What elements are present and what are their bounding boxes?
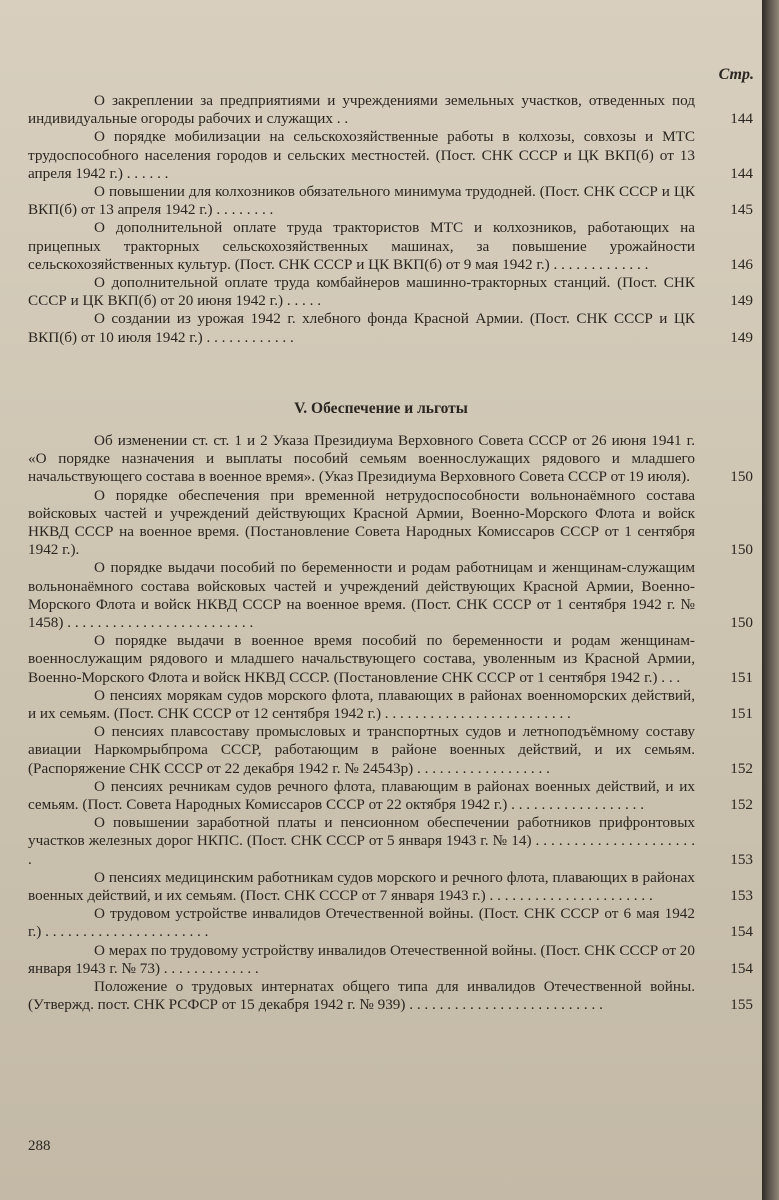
contents-entry xyxy=(28,632,753,687)
contents-entry xyxy=(28,869,753,905)
entry-page-number: 154 xyxy=(730,959,753,977)
entry-title: О порядке мобилизации на сельскохозяйственные работы в колхозы, совхозы и МТС трудоспособного населения городов и сельских местностей. (Пост. СНК СССР и ЦК ВКП(б) от 13 апреля 1942 г.) . . . . . . xyxy=(28,128,695,182)
entry-title: О создании из урожая 1942 г. хлебного фонда Красной Армии. (Пост. СНК СССР и ЦК ВКП(б) от 10 июля 1942 г.) . . . . . . . . . . . . xyxy=(28,310,695,346)
entry-page-number: 144 xyxy=(730,164,753,182)
contents-entry xyxy=(28,128,753,183)
book-gutter-shadow xyxy=(762,0,779,1200)
contents-entry xyxy=(28,92,753,128)
entry-title: Об изменении ст. ст. 1 и 2 Указа Президиума Верховного Совета СССР от 26 июня 1941 г. «О порядке назначения и выплаты пособий семьям военнослужащих рядового и младшего начальствующего состава в военное время». (Указ Президиума Верховного Совета СССР от 19 июля). xyxy=(28,432,695,486)
entry-title: О повышении заработной платы и пенсионном обеспечении работников прифронтовых участков железных дорог НКПС. (Пост. СНК СССР от 5 января 1943 г. № 14) . . . . . . . . . . . . . . . . . . . . . . xyxy=(28,814,695,868)
page-column-header: Стр. xyxy=(718,66,754,83)
entry-page-number: 151 xyxy=(730,668,753,686)
entry-page-number: 152 xyxy=(730,759,753,777)
entry-page-number: 153 xyxy=(730,887,753,905)
contents-entry xyxy=(28,723,753,778)
entry-title: О порядке выдачи пособий по беременности и родам работницам и женщинам-служащим вольнонаёмного состава войсковых частей и учреждений действующих Красной Армии, Военно-Морского Флота и войск НКВД СССР на военное время. (Пост. СНК СССР от 1 сентября 1942 г. № 1458) . . . . . . . . . . . . . . . . . . . . . . . . . xyxy=(28,559,695,632)
entry-page-number: 152 xyxy=(730,796,753,814)
section-title: V. Обеспечение и льготы xyxy=(294,400,468,417)
page-number: 288 xyxy=(28,1138,51,1154)
entry-title: О пенсиях медицинским работникам судов морского и речного флота, плавающих в районах военных действий, и их семьям. (Пост. СНК СССР от 7 января 1943 г.) . . . . . . . . . . . . . . . . . . . . . . xyxy=(28,868,695,905)
entry-page-number: 155 xyxy=(730,996,753,1014)
entry-title: О повышении для колхозников обязательного минимума трудодней. (Пост. СНК СССР и ЦК ВКП(б) от 13 апреля 1942 г.) . . . . . . . . xyxy=(28,183,695,219)
entry-title: О порядке обеспечения при временной нетрудоспособности вольнонаёмного состава войсковых частей и учреждений действующих Красной Армии, Военно-Морского Флота и войск НКВД СССР на военное время. (Постановление Совета Народных Комиссаров СССР от 1 сентября 1942 г.). xyxy=(28,486,695,559)
contents-entry xyxy=(28,183,753,219)
entry-title: О пенсиях морякам судов морского флота, плавающих в районах военноморских действий, и их семьям. (Пост. СНК СССР от 12 сентября 1942 г.) . . . . . . . . . . . . . . . . . . . . . . . . . xyxy=(28,686,695,723)
entry-page-number: 150 xyxy=(730,541,753,559)
entry-title: Положение о трудовых интернатах общего типа для инвалидов Отечественной войны. (Утвержд. пост. СНК РСФСР от 15 декабря 1942 г. № 939) . . . . . . . . . . . . . . . . . . . . . . . . . . xyxy=(28,978,695,1014)
contents-entry xyxy=(28,978,753,1014)
entry-page-number: 144 xyxy=(730,110,753,128)
entry-title: О порядке выдачи в военное время пособий по беременности и родам женщинам-военнослужащим рядового и младшего начальствующего состава, уволенным из Красной Армии, Военно-Морского Флота и войск НКВД СССР. (Постановление СНК СССР от 1 сентября 1942 г.) . . . xyxy=(28,632,695,686)
entry-title: О мерах по трудовому устройству инвалидов Отечественной войны. (Пост. СНК СССР от 20 января 1943 г. № 73) . . . . . . . . . . . . . xyxy=(28,941,695,977)
contents-entry xyxy=(28,310,753,346)
entry-page-number: 154 xyxy=(730,923,753,941)
entry-page-number: 153 xyxy=(730,850,753,868)
contents-entry xyxy=(28,487,753,560)
contents-entry xyxy=(28,559,753,632)
contents-list-top xyxy=(28,92,753,347)
entry-title: О закреплении за предприятиями и учреждениями земельных участков, отведенных под индивидуальные огороды рабочих и служащих . . xyxy=(28,92,695,128)
contents-entry xyxy=(28,432,753,487)
entry-title: О пенсиях речникам судов речного флота, плавающим в районах военных действий, и их семьям. (Пост. Совета Народных Комиссаров СССР от 22 октября 1942 г.) . . . . . . . . . . . . . . . . . . xyxy=(28,777,695,814)
entry-page-number: 146 xyxy=(730,255,753,273)
contents-entry xyxy=(28,905,753,941)
contents-entry xyxy=(28,942,753,978)
contents-entry xyxy=(28,814,753,869)
contents-entry xyxy=(28,219,753,274)
entry-page-number: 150 xyxy=(730,468,753,486)
contents-entry xyxy=(28,778,753,814)
contents-list-section-v xyxy=(28,432,753,1015)
entry-page-number: 149 xyxy=(730,292,753,310)
contents-entry xyxy=(28,687,753,723)
entry-page-number: 151 xyxy=(730,705,753,723)
entry-title: О пенсиях плавсоставу промысловых и транспортных судов и летноподъёмному составу авиации Наркомрыбпрома СССР, работающим в районе военных действий, и их семьям. (Распоряжение СНК СССР от 22 декабря 1942 г. № 24543р) . . . . . . . . . . . . . . . . . . xyxy=(28,723,695,777)
entry-title: О трудовом устройстве инвалидов Отечественной войны. (Пост. СНК СССР от 6 мая 1942 г.) . . . . . . . . . . . . . . . . . . . . . . xyxy=(28,905,695,941)
entry-title: О дополнительной оплате труда комбайнеров машинно-тракторных станций. (Пост. СНК СССР и ЦК ВКП(б) от 20 июня 1942 г.) . . . . . xyxy=(28,274,695,310)
entry-page-number: 145 xyxy=(730,201,753,219)
entry-page-number: 149 xyxy=(730,328,753,346)
entry-page-number: 150 xyxy=(730,614,753,632)
entry-title: О дополнительной оплате труда трактористов МТС и колхозников, работающих на прицепных тракторных сельскохозяйственных машинах, за повышение урожайности сельскохозяйственных культур. (Пост. СНК СССР и ЦК ВКП(б) от 9 мая 1942 г.) . . . . . . . . . . . . . xyxy=(28,219,695,273)
contents-entry xyxy=(28,274,753,310)
